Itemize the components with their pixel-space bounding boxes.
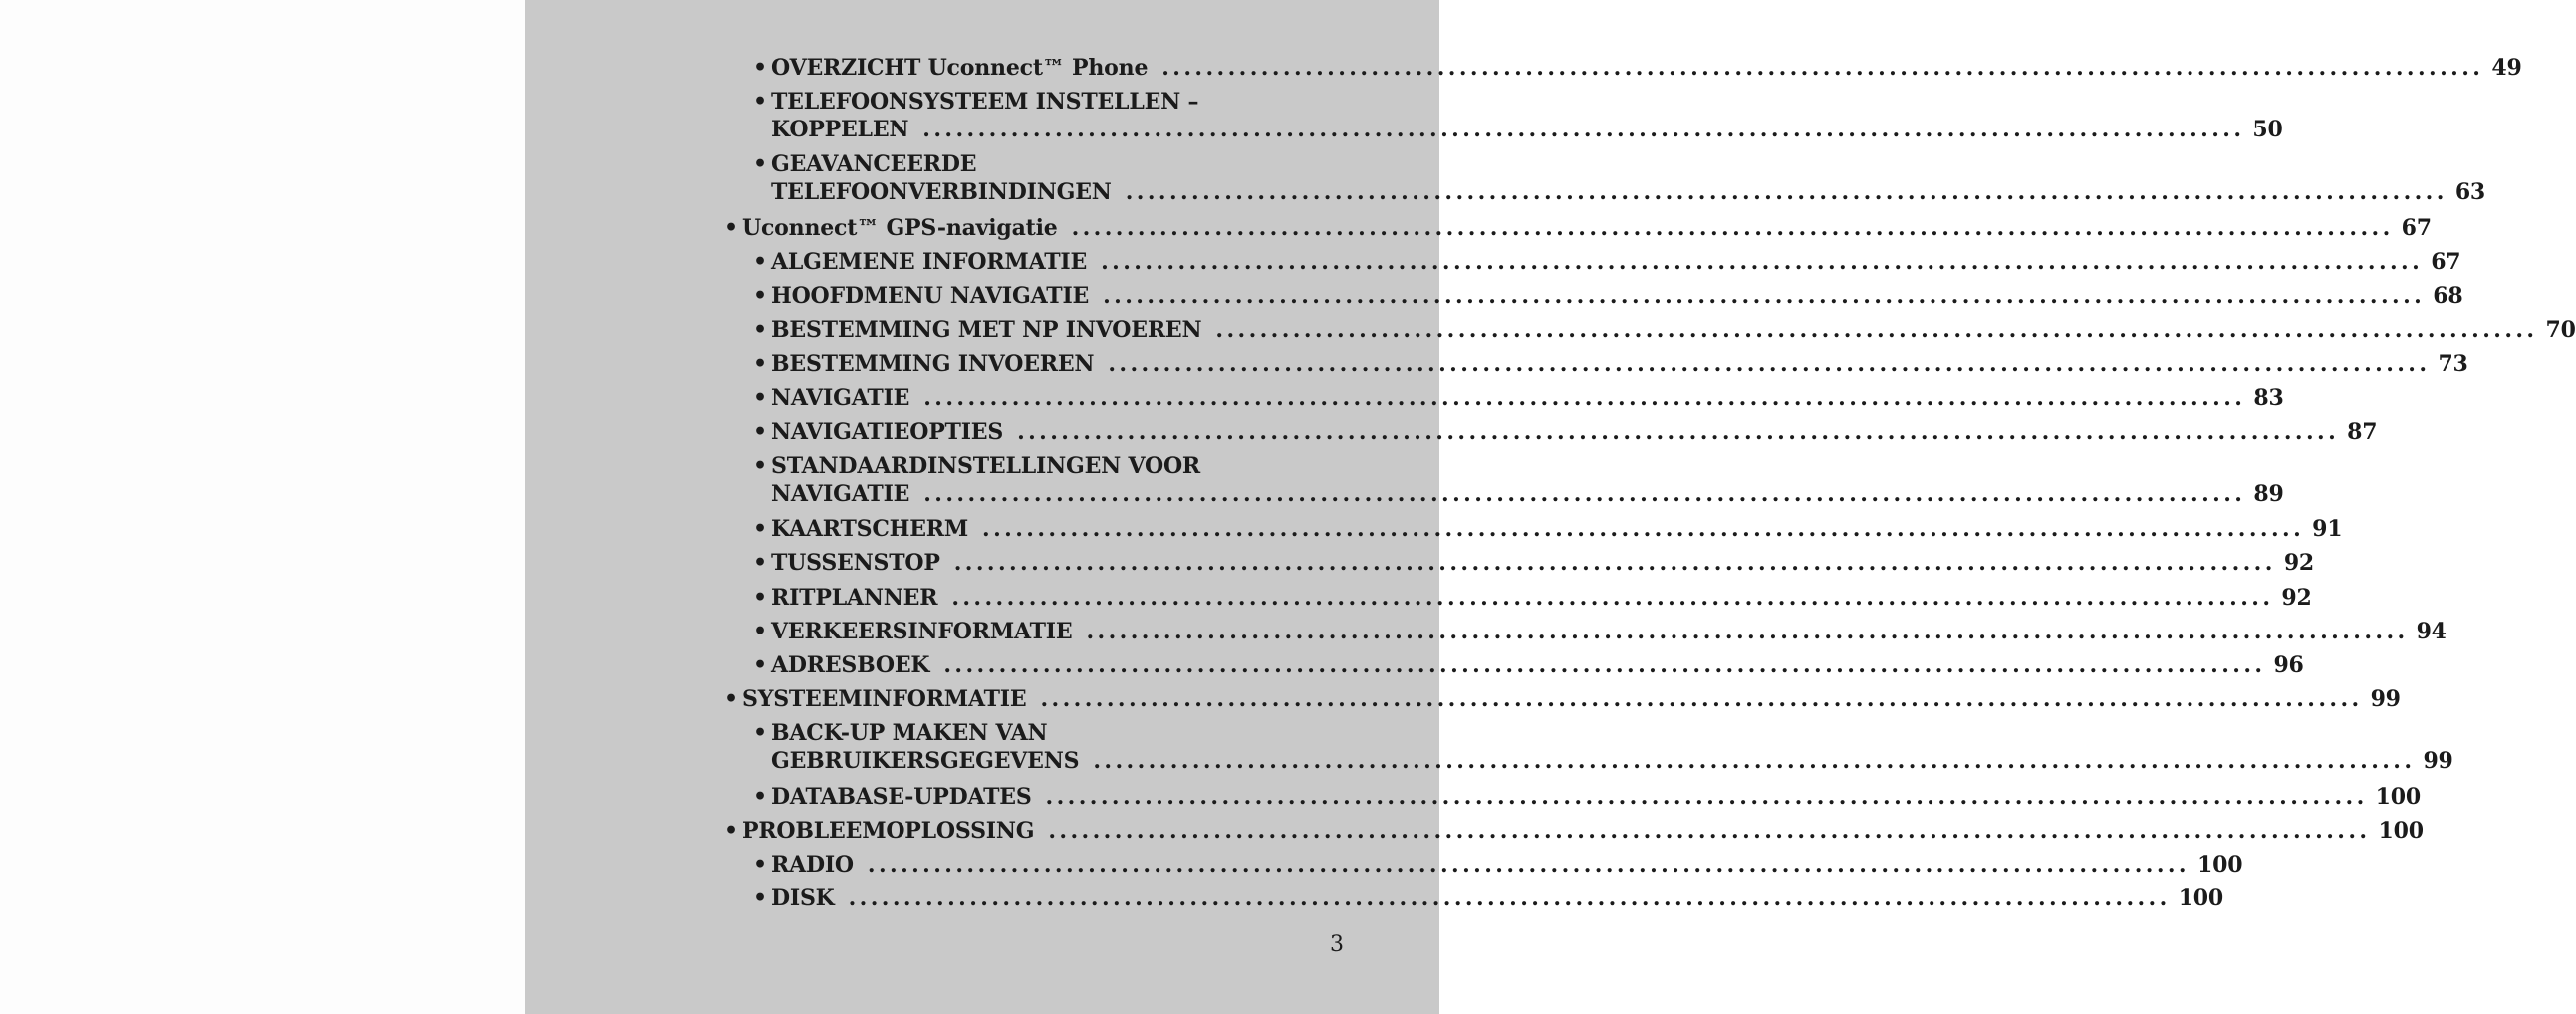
- toc-entry-line: [771, 178, 2486, 206]
- bullet-icon: •: [753, 886, 767, 912]
- toc-entry-page: 91: [2312, 516, 2343, 543]
- toc-entry[interactable]: [753, 549, 2315, 577]
- toc-entry-line: [753, 384, 2284, 412]
- toc-entry[interactable]: [753, 248, 2461, 276]
- dot-leader: ........................................................................................................................: [848, 886, 2171, 912]
- toc-entry-title: KAARTSCHERM: [771, 516, 969, 543]
- bullet-icon: •: [753, 550, 767, 577]
- toc-entry-title: KOPPELEN: [771, 117, 909, 143]
- toc-entry-line: [771, 116, 2283, 143]
- toc-entry-title: NAVIGATIE: [771, 481, 910, 507]
- toc-entry-line: [753, 584, 2312, 612]
- toc-entry-page: 68: [2433, 283, 2463, 309]
- toc-entry[interactable]: [724, 214, 2432, 242]
- page-number: 3: [1330, 932, 1344, 957]
- dot-leader: ........................................................................................................................: [1048, 817, 2371, 844]
- toc-entry[interactable]: [753, 783, 2421, 811]
- toc-entry-line: [724, 214, 2432, 242]
- bullet-icon: •: [753, 248, 767, 275]
- toc-entry-page: 100: [2178, 886, 2224, 912]
- toc-entry-page: 87: [2347, 418, 2378, 445]
- bullet-icon: •: [753, 453, 767, 479]
- toc-entry-line: [753, 350, 2468, 378]
- toc-entry-title: HOOFDMENU NAVIGATIE: [771, 283, 1090, 309]
- toc-entry[interactable]: [753, 618, 2447, 645]
- bullet-icon: •: [753, 516, 767, 543]
- dot-leader: ........................................................................................................................: [1108, 351, 2431, 378]
- toc-entry-page: 100: [2375, 783, 2421, 810]
- toc-entry-title: RITPLANNER: [771, 584, 938, 611]
- toc-entry-title: PROBLEEMOPLOSSING: [742, 817, 1035, 844]
- toc-entry[interactable]: [753, 851, 2243, 879]
- toc-entry-page: 89: [2253, 481, 2284, 507]
- bullet-icon: •: [753, 283, 767, 309]
- toc-entry[interactable]: [753, 418, 2378, 446]
- toc-entry-line: [753, 248, 2461, 276]
- bullet-icon: •: [753, 618, 767, 644]
- toc-entry[interactable]: [753, 885, 2224, 912]
- toc-entry-page: 100: [2378, 817, 2424, 844]
- toc-entry-title: ALGEMENE INFORMATIE: [771, 248, 1088, 275]
- toc-entry-line: [753, 618, 2447, 645]
- toc-entry-page: 99: [2423, 748, 2453, 775]
- bullet-icon: •: [753, 55, 767, 81]
- toc-entry-line: [753, 418, 2378, 446]
- toc-entry-line: [753, 316, 2576, 344]
- bullet-icon: •: [753, 351, 767, 378]
- dot-leader: ........................................................................................................................: [943, 652, 2266, 678]
- bullet-icon: •: [753, 783, 767, 810]
- toc-entry-line: [753, 719, 1345, 747]
- toc-entry-title: TUSSENSTOP: [771, 550, 940, 577]
- toc-entry-title: ADRESBOEK: [771, 652, 930, 678]
- toc-entry-page: 94: [2416, 618, 2447, 644]
- bullet-icon: •: [753, 89, 767, 116]
- bullet-icon: •: [753, 584, 767, 611]
- toc-entry-line: [753, 150, 1345, 178]
- toc-entry-title: OVERZICHT Uconnect™ Phone: [771, 55, 1149, 81]
- toc-entry-page: 100: [2197, 852, 2243, 878]
- toc-entry-page: 99: [2370, 686, 2401, 713]
- toc-entry[interactable]: [724, 817, 2424, 845]
- dot-leader: ........................................................................................................................: [1103, 283, 2426, 309]
- dot-leader: ........................................................................................................................: [1017, 418, 2340, 445]
- dot-leader: ........................................................................................................................: [1125, 179, 2447, 206]
- toc-entry[interactable]: [753, 316, 2576, 344]
- toc-entry[interactable]: [753, 54, 2522, 82]
- toc-entry[interactable]: [753, 384, 2284, 412]
- toc-entry-line: [753, 549, 2315, 577]
- dot-leader: ........................................................................................................................: [1086, 618, 2409, 644]
- toc-entry-page: 67: [2401, 214, 2432, 241]
- bullet-icon: •: [724, 214, 738, 241]
- bullet-icon: •: [753, 418, 767, 445]
- bullet-icon: •: [724, 817, 738, 844]
- toc-entry-line: [753, 88, 1345, 116]
- toc-entry-title: STANDAARDINSTELLINGEN VOOR: [771, 453, 1200, 479]
- toc-entry[interactable]: [753, 452, 2284, 508]
- toc-entry-page: 73: [2438, 351, 2468, 378]
- toc-entry[interactable]: [753, 88, 2283, 143]
- dot-leader: ........................................................................................................................: [922, 117, 2245, 143]
- toc-entry-line: [753, 452, 1345, 480]
- toc-entry-line: [724, 817, 2424, 845]
- toc-entry[interactable]: [753, 350, 2468, 378]
- toc-entry-title: TELEFOONVERBINDINGEN: [771, 179, 1112, 206]
- toc-entry-title: DATABASE-UPDATES: [771, 783, 1032, 810]
- bullet-icon: •: [753, 151, 767, 178]
- toc-entry[interactable]: [753, 515, 2343, 543]
- toc-entry-line: [753, 783, 2421, 811]
- toc-entry-title: BESTEMMING INVOEREN: [771, 351, 1095, 378]
- dot-leader: ........................................................................................................................: [951, 584, 2274, 611]
- toc-entry-line: [753, 515, 2343, 543]
- dot-leader: ........................................................................................................................: [1215, 317, 2538, 344]
- bullet-icon: •: [753, 652, 767, 678]
- toc-entry-line: [753, 851, 2243, 879]
- toc-entry-title: SYSTEEMINFORMATIE: [742, 686, 1027, 713]
- toc-entry[interactable]: [753, 719, 2453, 775]
- dot-leader: ........................................................................................................................: [867, 852, 2190, 878]
- bullet-icon: •: [753, 720, 767, 747]
- toc-entry-page: 92: [2283, 550, 2315, 577]
- toc-entry-title: GEAVANCEERDE: [771, 151, 977, 178]
- toc-entry-title: VERKEERSINFORMATIE: [771, 618, 1073, 644]
- toc-entry[interactable]: [753, 150, 2486, 206]
- bullet-icon: •: [724, 686, 738, 713]
- toc-entry-page: 70: [2545, 317, 2576, 344]
- dot-leader: ........................................................................................................................: [1093, 748, 2416, 775]
- toc-entry[interactable]: [753, 651, 2304, 679]
- dot-leader: ........................................................................................................................: [1101, 248, 2424, 275]
- toc-entry-line: [771, 747, 2453, 775]
- toc-entry-title: GEBRUIKERSGEGEVENS: [771, 748, 1080, 775]
- toc-entry-title: NAVIGATIEOPTIES: [771, 418, 1004, 445]
- bullet-icon: •: [753, 852, 767, 878]
- dot-leader: ........................................................................................................................: [1161, 55, 2484, 81]
- toc-entry[interactable]: [724, 685, 2401, 713]
- toc-entry-line: [771, 480, 2284, 508]
- toc-entry-line: [753, 54, 2522, 82]
- bullet-icon: •: [753, 317, 767, 344]
- toc-entry-title: BESTEMMING MET NP INVOEREN: [771, 317, 1202, 344]
- toc-entry[interactable]: [753, 282, 2463, 310]
- toc-entry-title: BACK-UP MAKEN VAN: [771, 720, 1048, 747]
- toc-entry-page: 67: [2431, 248, 2461, 275]
- toc-entry-title: NAVIGATIE: [771, 384, 910, 411]
- toc-entry-page: 83: [2253, 384, 2284, 411]
- dot-leader: ........................................................................................................................: [1040, 686, 2363, 713]
- toc-entry-title: TELEFOONSYSTEEM INSTELLEN –: [771, 89, 1199, 116]
- toc-entry-page: 50: [2252, 117, 2283, 143]
- toc-entry[interactable]: [753, 584, 2312, 612]
- dot-leader: ........................................................................................................................: [1045, 783, 2368, 810]
- toc-entry-title: DISK: [771, 886, 835, 912]
- toc-entry-line: [753, 651, 2304, 679]
- bullet-icon: •: [753, 384, 767, 411]
- dot-leader: ........................................................................................................................: [953, 550, 2276, 577]
- toc-entry-line: [724, 685, 2401, 713]
- dot-leader: ........................................................................................................................: [923, 481, 2246, 507]
- dot-leader: ........................................................................................................................: [982, 516, 2305, 543]
- toc-entry-page: 49: [2491, 55, 2522, 81]
- dot-leader: ........................................................................................................................: [1071, 214, 2394, 241]
- toc-entry-line: [753, 885, 2224, 912]
- dot-leader: ........................................................................................................................: [923, 384, 2246, 411]
- toc-entry-page: 92: [2281, 584, 2312, 611]
- toc-entry-line: [753, 282, 2463, 310]
- toc-entry-page: 63: [2454, 179, 2486, 206]
- toc-entry-title: Uconnect™ GPS-navigatie: [742, 214, 1058, 241]
- toc-entry-title: RADIO: [771, 852, 854, 878]
- toc-entry-page: 96: [2273, 652, 2304, 678]
